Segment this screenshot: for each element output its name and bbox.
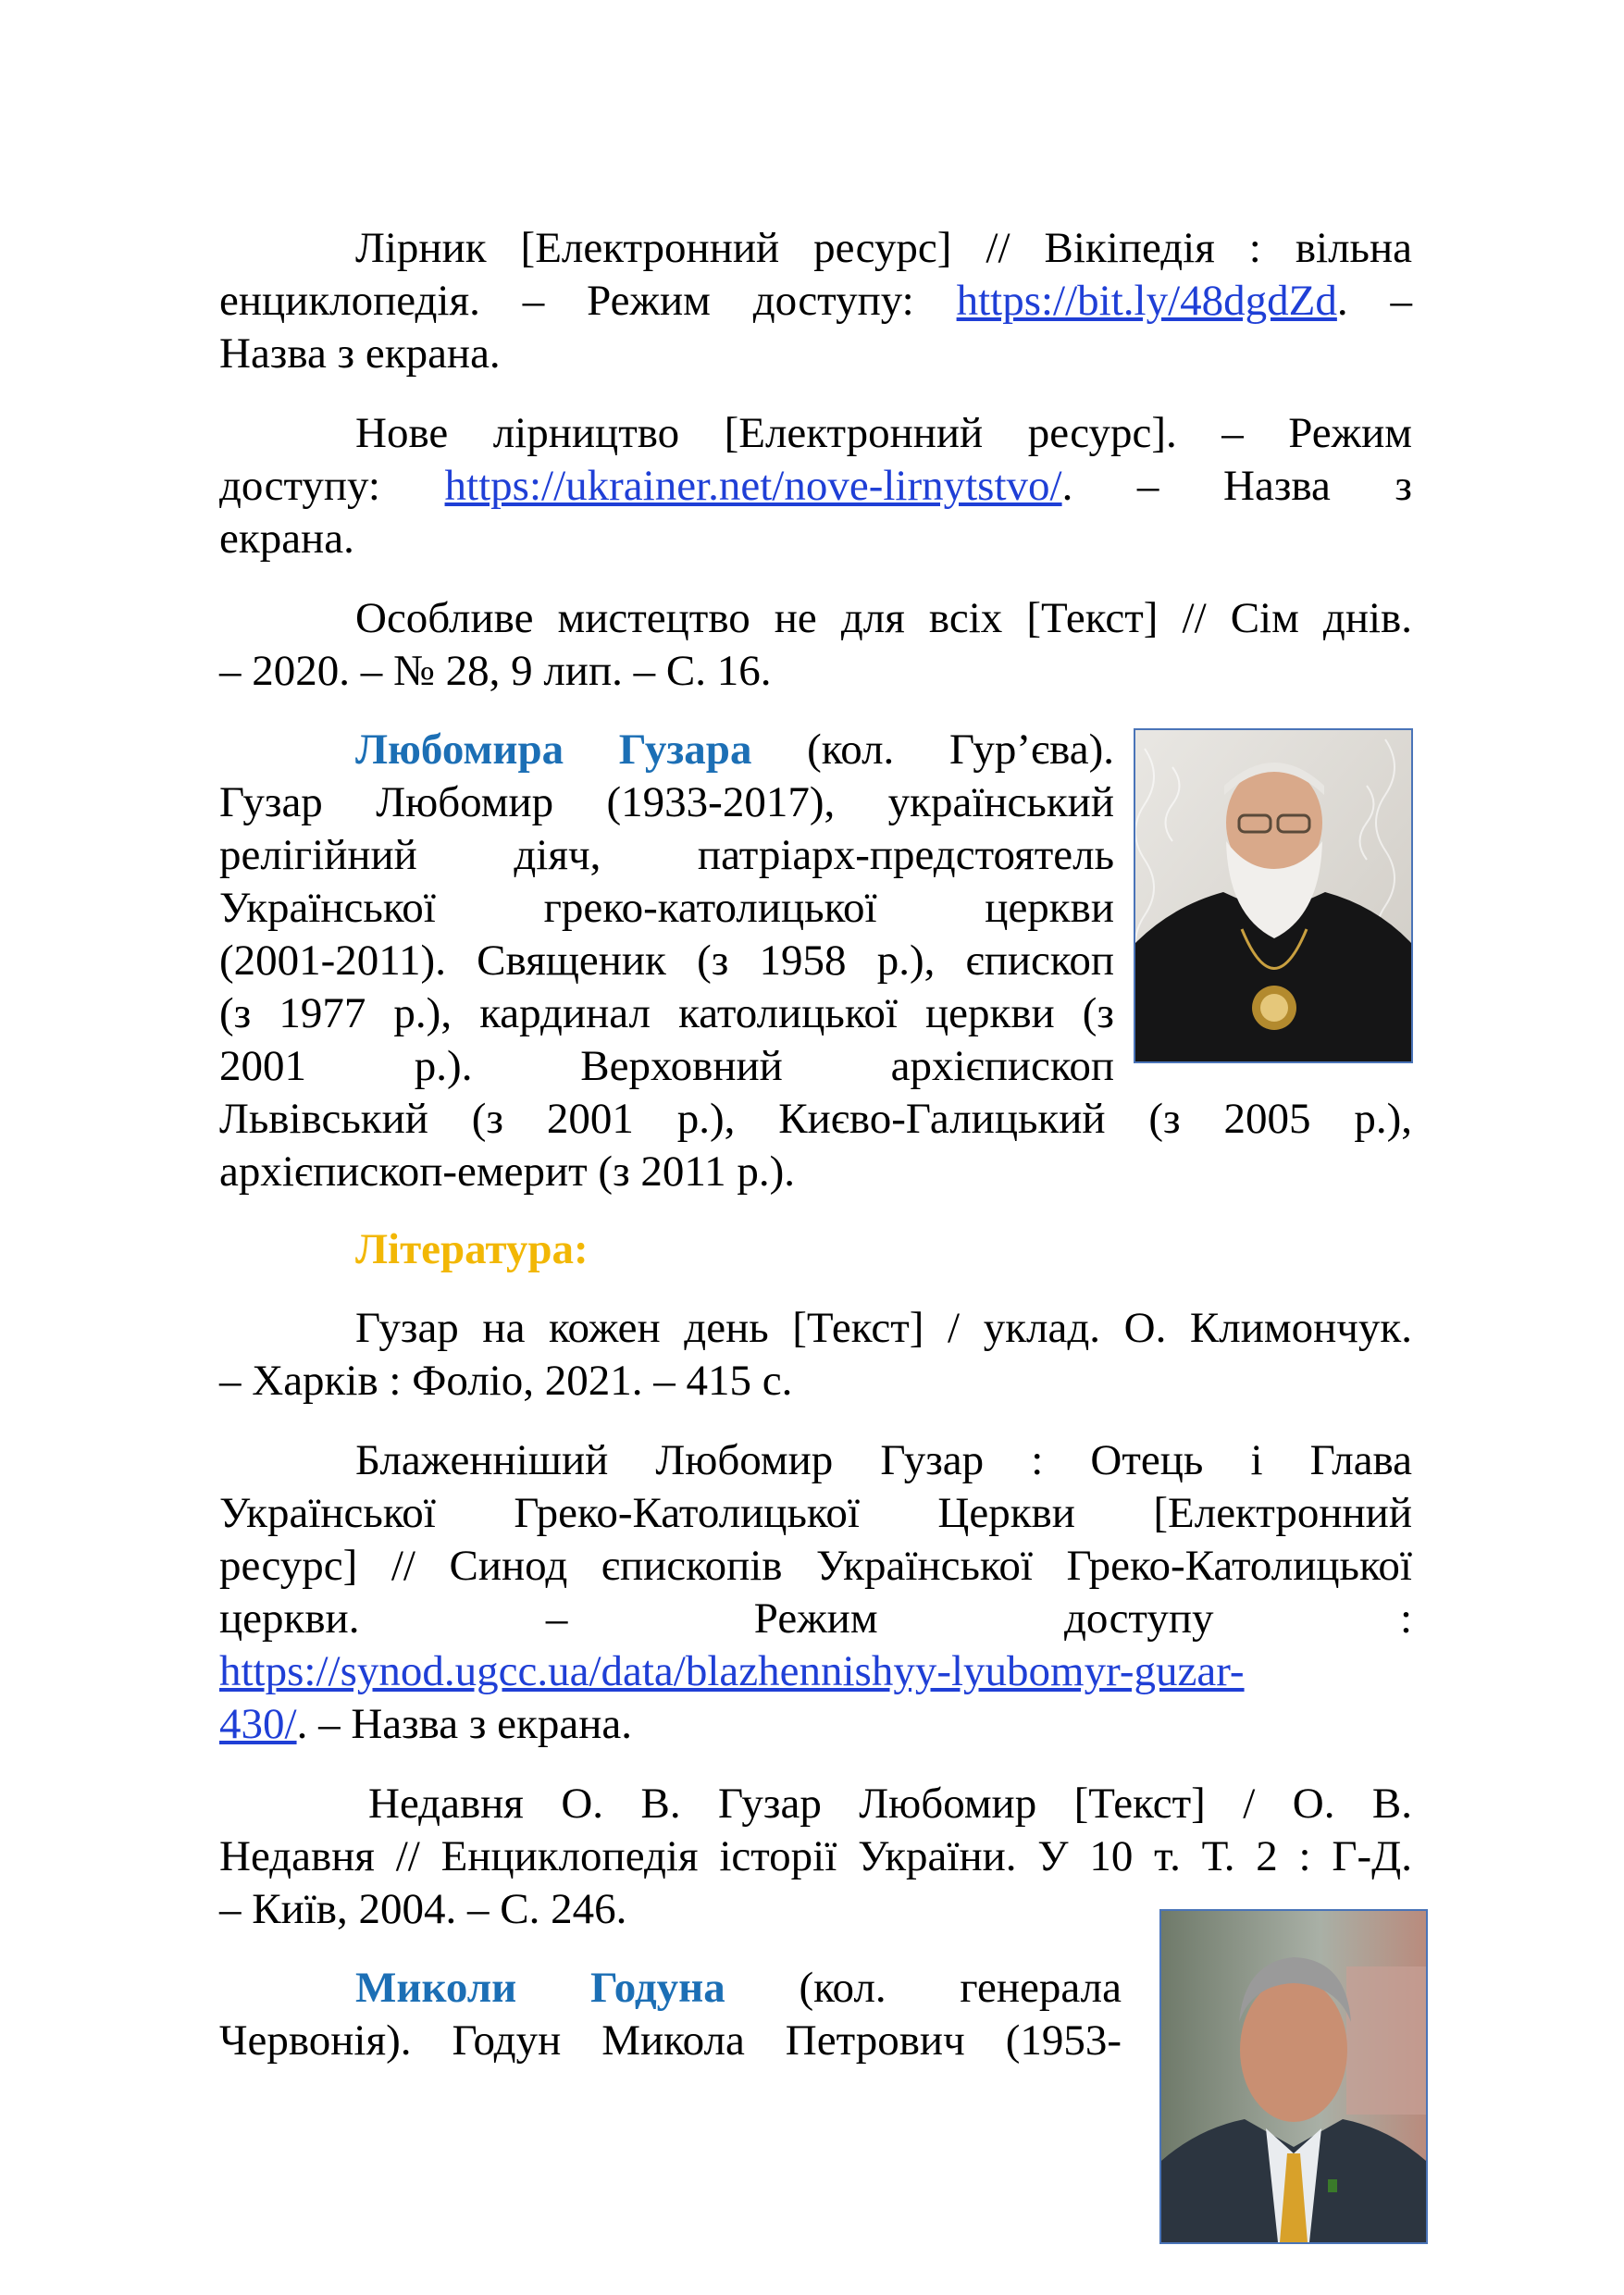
lit-blazhen-line-5 xyxy=(219,1645,1412,1698)
guzar-line-9: архієпископ-емерит (з 2011 р.). xyxy=(219,1148,796,1196)
ref-lirnyk-line-3: Назва з екрана. xyxy=(219,329,501,378)
lit-blazhen-line-2: Української Греко-Католицької Церкви [Електронний xyxy=(219,1489,1412,1537)
lit-blazhen-link[interactable]: https://synod.ugcc.ua/data/blazhennishyy-lyubomyr-guzar- xyxy=(219,1647,1245,1695)
lit-nedavnia-line-2: Недавня // Енциклопедія історії України. У 10 т. Т. 2 : Г-Д. xyxy=(219,1832,1412,1880)
guzar-portrait-image xyxy=(1134,728,1413,1063)
lit-blazhen-line-1: Блаженніший Любомир Гузар : Отець і Глава xyxy=(355,1436,1412,1484)
guzar-line-5: (2001-2011). Священик (з 1958 р.), єпископ xyxy=(219,937,1114,985)
lit-blazhen-link-end[interactable]: 430/ xyxy=(219,1700,297,1748)
guzar-line-8: Львівський (з 2001 р.), Києво-Галицький (з 2005 р.), xyxy=(219,1095,1412,1143)
ref-nove-link[interactable]: https://ukrainer.net/nove-lirnytstvo/ xyxy=(444,462,1062,510)
guzar-portrait-svg xyxy=(1135,730,1411,1061)
ref-nove-line-1: Нове лірництво [Електронний ресурс]. – Режим xyxy=(355,409,1412,457)
ref-nove-tail: . – Назва з xyxy=(1061,462,1412,510)
guzar-line-7: 2001 р.). Верховний архієпископ xyxy=(219,1042,1114,1090)
lit-blazhen-line-4: церкви. – Режим доступу : xyxy=(219,1594,1412,1643)
guzar-line-4: Української греко-католицької церкви xyxy=(219,884,1114,932)
guzar-line-2: Гузар Любомир (1933-2017), український xyxy=(219,778,1114,826)
guzar-line-3: релігійний діяч, патріарх-предстоятель xyxy=(219,831,1114,879)
lit-gzar-den-line-1: Гузар на кожен день [Текст] / уклад. О. Климончук. xyxy=(355,1304,1412,1352)
ref-osoblyve-line-1: Особливе мистецтво не для всіх [Текст] // Сім днів. xyxy=(355,594,1412,642)
lit-blazhen-tail: . – Назва з екрана. xyxy=(296,1700,632,1748)
guzar-line-1 xyxy=(355,724,1114,776)
godun-line-1 xyxy=(355,1962,1122,2015)
literature-heading: Література: xyxy=(355,1225,589,1273)
lit-blazhen-line-3: ресурс] // Синод єпископів Української Греко-Католицької xyxy=(219,1542,1412,1590)
guzar-name: Любомира Гузара xyxy=(355,726,752,774)
lit-nedavnia-line-1: Недавня О. В. Гузар Любомир [Текст] / О. В. xyxy=(368,1780,1412,1828)
godun-name: Миколи Годуна xyxy=(355,1964,725,2012)
guzar-line-6: (з 1977 р.), кардинал католицької церкви (з xyxy=(219,989,1114,1037)
ref-osoblyve-line-2: – 2020. – № 28, 9 лип. – С. 16. xyxy=(219,647,772,695)
godun-line-2: Червонія). Годун Микола Петрович (1953- xyxy=(219,2016,1122,2065)
godun-alias: (кол. генерала xyxy=(725,1964,1122,2012)
ref-lirnyk-line-2 xyxy=(219,275,1412,328)
lit-gzar-den-line-2: – Харків : Фоліо, 2021. – 415 с. xyxy=(219,1357,793,1405)
ref-nove-line-3: екрана. xyxy=(219,515,354,563)
ref-nove-line-2 xyxy=(219,460,1412,513)
lit-nedavnia-line-3: – Київ, 2004. – С. 246. xyxy=(219,1885,627,1933)
guzar-alias: (кол. Гур’єва). xyxy=(751,726,1114,774)
lit-blazhen-line-6 xyxy=(219,1698,1412,1751)
ref-nove-text: доступу: xyxy=(219,462,445,510)
godun-portrait-image xyxy=(1159,1909,1428,2244)
ref-lirnyk-link[interactable]: https://bit.ly/48dgdZd xyxy=(956,277,1337,325)
godun-portrait-svg xyxy=(1161,1911,1426,2242)
ref-lirnyk-tail: . – xyxy=(1336,277,1413,325)
ref-lirnyk-line-1: Лірник [Електронний ресурс] // Вікіпедія : вільна xyxy=(355,224,1412,272)
ref-lirnyk-text: енциклопедія. – Режим доступу: xyxy=(219,277,957,325)
